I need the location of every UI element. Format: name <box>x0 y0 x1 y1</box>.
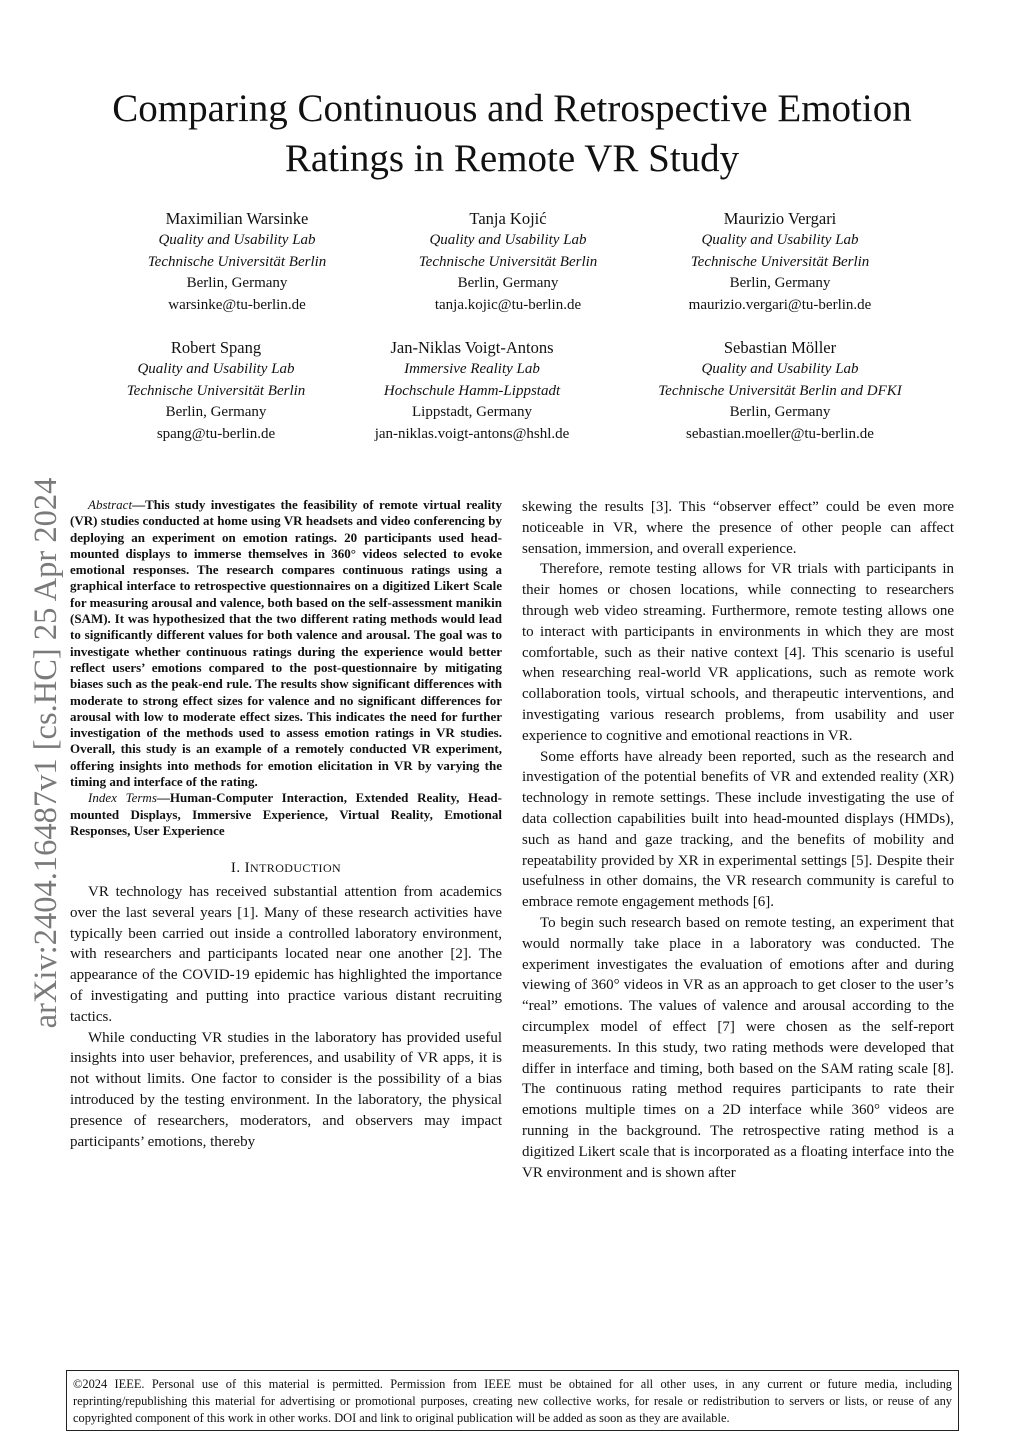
author-name: Sebastian Möller <box>723 338 837 357</box>
index-terms-text: —Human-Computer Interaction, Extended Reality, Head-mounted Displays, Immersive Experience, Virtual Reality, Emotional Responses, User Experience <box>70 790 502 838</box>
left-column <box>70 497 502 1152</box>
author-lab: Quality and Usability Lab <box>137 361 295 377</box>
paragraph: Some efforts have already been reported, such as the research and investigation of the potential benefits of VR and extended reality (XR) technology in remote settings. These include investigating the use of data collection capabilities built into head-mounted displays (HMDs), such as hand and gaze tracking, and the benefits of mobility and repeatability provided by XR in experimental settings [5]. Despite their usefulness in other domains, the VR research community is careful to embrace remote engagement methods [6]. <box>522 748 954 911</box>
author-institution: Technische Universität Berlin <box>690 253 870 270</box>
paper-title: Comparing Continuous and Retrospective Emotion Ratings in Remote VR Study <box>112 87 912 180</box>
author-block <box>66 336 366 445</box>
author-lab: Quality and Usability Lab <box>158 232 316 248</box>
author-name: Robert Spang <box>170 338 262 357</box>
copyright-notice: ©2024 IEEE. Personal use of this material is permitted. Permission from IEEE must be obtained for all other uses, in any current or future media, including reprinting/republishing this material for advertising or promotional purposes, creating new collective works, for resale or redistribution to servers or lists, or reuse of any copyrighted component of this work in other works. DOI and link to original publication will be added as soon as they are available. <box>66 1370 959 1431</box>
author-location: Lippstadt, Germany <box>412 404 532 420</box>
index-terms <box>70 790 502 839</box>
right-column <box>522 497 954 1183</box>
author-block <box>618 336 942 445</box>
author-name: Jan-Niklas Voigt-Antons <box>390 338 554 357</box>
abstract-text: —This study investigates the feasibility of remote virtual reality (VR) studies conducted at home using VR headsets and video conferencing by deploying an experiment on emotion ratings. 20 participants used head-mounted displays to immerse themselves in 360° videos selected to evoke emotional responses. The research compares continuous ratings using a graphical interface to retrospective questionnaires on a digitized Likert Scale for measuring arousal and valence, both based on the self-assessment manikin (SAM). It was hypothesized that the two different rating methods would lead to significantly different values for both valence and arousal. The goal was to investigate whether continuous ratings during the experience would better reflect users’ emotions compared to the post-questionnaire by mitigating biases such as the peak-end rule. The results show significant differences with moderate to strong effect sizes for valence and no significant differences for arousal with low to moderate effect sizes. This indicates the need for further investigation of the methods used to assess emotion ratings in VR studies. Overall, this study is an example of a remotely conducted VR experiment, offering insights into methods for emotion elicitation in VR by varying the timing and interface of the rating. <box>70 497 502 790</box>
index-terms-label: Index Terms <box>88 790 157 806</box>
arxiv-identifier <box>24 448 68 1058</box>
section-title: NTRODUCTION <box>250 861 342 876</box>
abstract <box>70 497 502 790</box>
author-lab: Quality and Usability Lab <box>701 361 859 377</box>
author-name: Maximilian Warsinke <box>165 209 309 228</box>
author-name: Maurizio Vergari <box>723 209 837 228</box>
author-location: Berlin, Germany <box>186 275 288 291</box>
author-institution: Hochschule Hamm-Lippstadt <box>383 382 561 399</box>
author-lab: Immersive Reality Lab <box>404 361 540 377</box>
author-email: sebastian.moeller@tu-berlin.de <box>686 425 874 442</box>
author-name: Tanja Kojić <box>469 209 547 228</box>
author-email: spang@tu-berlin.de <box>156 425 276 442</box>
author-location: Berlin, Germany <box>457 275 559 291</box>
author-block <box>322 336 622 445</box>
author-location: Berlin, Germany <box>729 275 831 291</box>
author-lab: Quality and Usability Lab <box>701 232 859 248</box>
arxiv-label: arXiv:2404.16487v1 [cs.HC] 25 Apr 2024 <box>28 477 64 1029</box>
abstract-label: Abstract <box>88 497 133 512</box>
author-block <box>87 207 387 316</box>
paragraph: VR technology has received substantial attention from academics over the last several years [1]. Many of these research activities have typically been carried out inside a controlled laboratory environment, with researchers and participants located near one another [2]. The appearance of the COVID-19 epidemic has highlighted the importance of investigating and putting into practice various distant recruiting tactics. <box>70 884 502 1025</box>
author-email: jan-niklas.voigt-antons@hshl.de <box>374 425 570 442</box>
author-email: tanja.kojic@tu-berlin.de <box>434 296 582 313</box>
author-location: Berlin, Germany <box>729 404 831 420</box>
paragraph: While conducting VR studies in the laboratory has provided useful insights into user behavior, preferences, and usability of VR apps, it is not without limits. One factor to consider is the possibility of a bias introduced by the testing environment. In the laboratory, the physical presence of researchers, moderators, and observers may impact participants’ emotions, thereby <box>70 1029 502 1150</box>
author-institution: Technische Universität Berlin <box>418 253 598 270</box>
author-lab: Quality and Usability Lab <box>429 232 587 248</box>
paragraph: To begin such research based on remote testing, an experiment that would normally take place in a laboratory was conducted. The experiment investigates the evaluation of emotions after and during viewing of 360° videos in VR as an approach to get closer to the user’s “real” emotions. The values of valence and arousal according to the circumplex model of effect [7] were chosen as the self-report measurements. In this study, two rating methods were developed that differ in interface and timing, both based on the SAM rating scale [8]. The continuous rating method requires participants to rate their emotions multiple times on a 2D interface while 360° videos are running in the background. The retrospective rating method is a digitized Likert scale that is incorporated as a floating interface into the VR environment and is shown after <box>522 914 954 1181</box>
author-institution: Technische Universität Berlin <box>126 382 306 399</box>
paragraph: Therefore, remote testing allows for VR trials with participants in their homes or chosen locations, while connecting to researchers through web video streaming. Furthermore, remote testing allows one to interact with participants in environments in which they are most comfortable, such as their native context [4]. This scenario is useful when researching real-world VR applications, such as remote work collaboration tools, virtual schools, and therapeutic interventions, and investigating various research problems, from usability and user experience to cognitive and emotional reactions in VR. <box>522 561 954 744</box>
author-email: maurizio.vergari@tu-berlin.de <box>688 296 872 313</box>
author-institution: Technische Universität Berlin <box>147 253 327 270</box>
paragraph: skewing the results [3]. This “observer effect” could be even more noticeable in VR, where the presence of other people can affect sensation, immersion, and overall experience. <box>522 499 954 557</box>
author-location: Berlin, Germany <box>165 404 267 420</box>
author-block <box>358 207 658 316</box>
section-heading <box>70 858 502 879</box>
author-institution: Technische Universität Berlin and DFKI <box>658 382 902 399</box>
section-number: I. I <box>230 860 251 877</box>
author-block <box>630 207 930 316</box>
author-email: warsinke@tu-berlin.de <box>168 296 306 313</box>
